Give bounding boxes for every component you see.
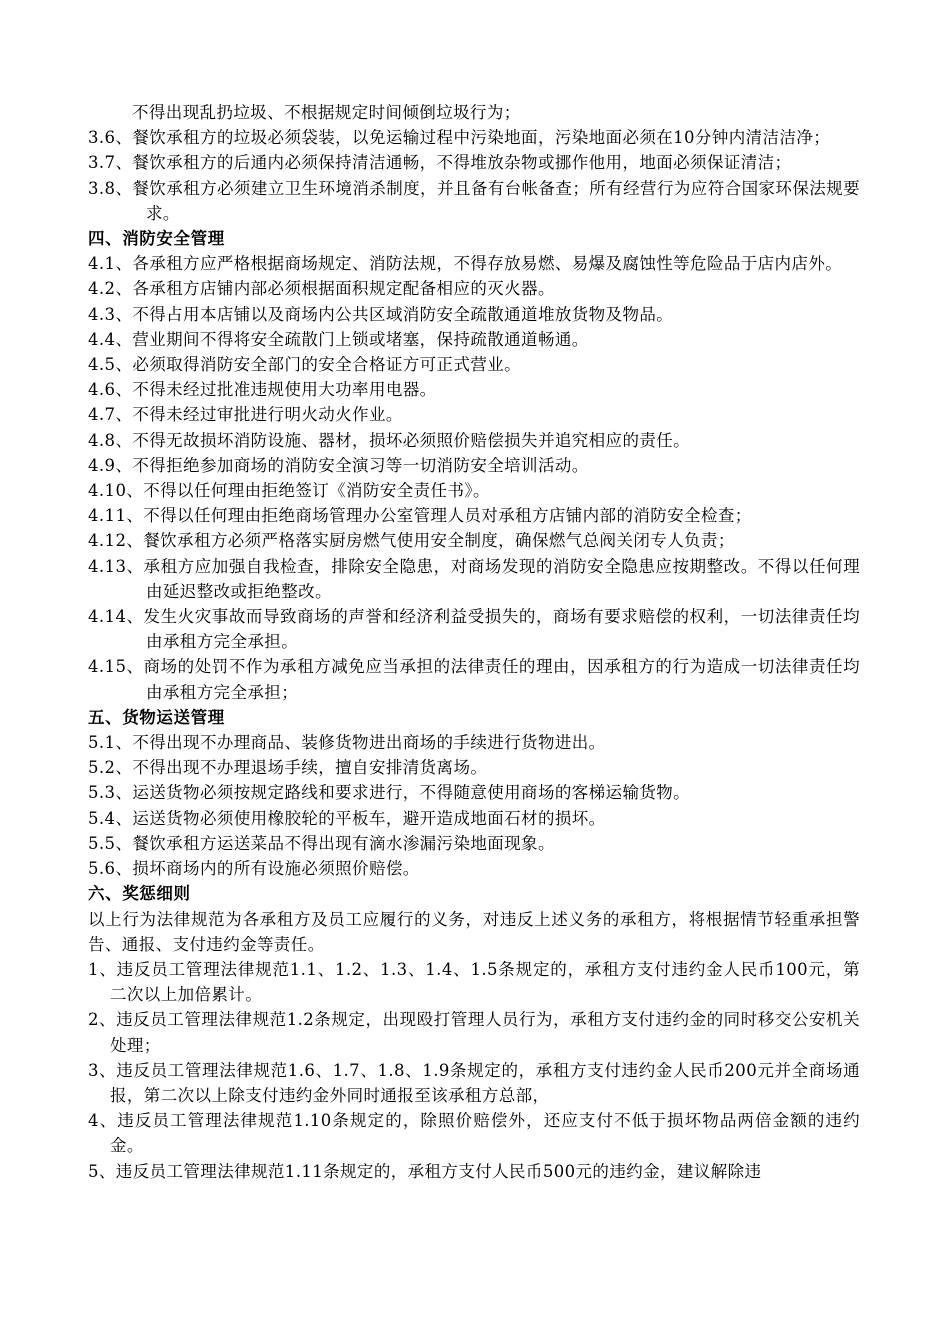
penalty-item-4: 4、违反员工管理法律规范1.10条规定的，除照价赔偿外，还应支付不低于损坏物品两倍金额的违约金。 (88, 1111, 860, 1156)
clause-4-6: 4.6、不得未经过批准违规使用大功率用电器。 (88, 380, 437, 400)
clause-4-2: 4.2、各承租方店铺内部必须根据面积规定配备相应的灭火器。 (88, 279, 555, 299)
clause-4-11: 4.11、不得以任何理由拒绝商场管理办公室管理人员对承租方店铺内部的消防安全检查； (88, 506, 752, 526)
clause-3-7: 3.7、餐饮承租方的后通内必须保持清洁通畅，不得堆放杂物或挪作他用，地面必须保证清洁； (88, 153, 792, 173)
penalty-item-2: 2、违反员工管理法律规范1.2条规定，出现殴打管理人员行为，承租方支付违约金的同时移交公安机关处理； (88, 1010, 860, 1055)
clause-5-2: 5.2、不得出现不办理退场手续，擅自安排清货离场。 (88, 758, 488, 778)
clause-4-10: 4.10、不得以任何理由拒绝签订《消防安全责任书》。 (88, 481, 490, 501)
clause-5-6: 5.6、损坏商场内的所有设施必须照价赔偿。 (88, 859, 420, 879)
section-heading-4: 四、消防安全管理 (88, 229, 225, 249)
clause-4-5: 4.5、必须取得消防安全部门的安全合格证方可正式营业。 (88, 355, 522, 375)
penalty-item-1: 1、违反员工管理法律规范1.1、1.2、1.3、1.4、1.5条规定的，承租方支付违约金人民币100元，第二次以上加倍累计。 (88, 959, 860, 1005)
clause-4-3: 4.3、不得占用本店铺以及商场内公共区域消防安全疏散通道堆放货物及物品。 (88, 304, 674, 324)
clause-5-5: 5.5、餐饮承租方运送菜品不得出现有滴水渗漏污染地面现象。 (88, 833, 555, 853)
clause-4-15: 4.15、商场的处罚不作为承租方减免应当承担的法律责任的理由，因承租方的行为造成一切法律责任均由承租方完全承担； (88, 657, 860, 702)
section-heading-6: 六、奖惩细则 (88, 884, 191, 904)
clause-4-7: 4.7、不得未经过审批进行明火动火作业。 (88, 405, 403, 425)
intro-paragraph: 以上行为法律规范为各承租方及员工应履行的义务，对违反上述义务的承租方，将根据情节轻重承担警告、通报、支付违约金等责任。 (88, 909, 860, 954)
clause-4-9: 4.9、不得拒绝参加商场的消防安全演习等一切消防安全培训活动。 (88, 455, 589, 475)
clause-4-13: 4.13、承租方应加强自我检查，排除安全隐患，对商场发现的消防安全隐患应按期整改。不得以任何理由延迟整改或拒绝整改。 (88, 556, 860, 601)
clause-3-6: 3.6、餐饮承租方的垃圾必须袋装，以免运输过程中污染地面，污染地面必须在10分钟内清洁洁净； (88, 128, 831, 148)
section-heading-5: 五、货物运送管理 (88, 707, 225, 727)
clause-5-4: 5.4、运送货物必须使用橡胶轮的平板车，避开造成地面石材的损坏。 (88, 808, 606, 828)
clause-4-14: 4.14、发生火灾事故而导致商场的声誉和经济利益受损失的，商场有要求赔偿的权利，一切法律责任均由承租方完全承担。 (88, 607, 860, 652)
clause-5-1: 5.1、不得出现不办理商品、装修货物进出商场的手续进行货物进出。 (88, 733, 606, 753)
continued-line: 不得出现乱扔垃圾、不根据规定时间倾倒垃圾行为； (132, 103, 521, 122)
document-body (88, 100, 860, 1184)
clause-5-3: 5.3、运送货物必须按规定路线和要求进行，不得随意使用商场的客梯运输货物。 (88, 783, 691, 803)
clause-4-4: 4.4、营业期间不得将安全疏散门上锁或堵塞，保持疏散通道畅通。 (88, 329, 589, 349)
clause-4-1: 4.1、各承租方应严格根据商场规定、消防法规，不得存放易燃、易爆及腐蚀性等危险品于店内店外。 (88, 254, 843, 274)
clause-4-8: 4.8、不得无故损坏消防设施、器材，损坏必须照价赔偿损失并追究相应的责任。 (88, 430, 691, 450)
clause-4-12: 4.12、餐饮承租方必须严格落实厨房燃气使用安全制度，确保燃气总阀关闭专人负责； (88, 531, 735, 551)
penalty-item-5: 5、违反员工管理法律规范1.11条规定的，承租方支付人民币500元的违约金，建议解除违 (88, 1161, 762, 1181)
clause-3-8: 3.8、餐饮承租方必须建立卫生环境消杀制度，并且备有台帐备查；所有经营行为应符合国家环保法规要求。 (88, 178, 860, 223)
penalty-item-3: 3、违反员工管理法律规范1.6、1.7、1.8、1.9条规定的，承租方支付违约金人民币200元并全商场通报，第二次以上除支付违约金外同时通报至该承租方总部， (88, 1060, 860, 1105)
